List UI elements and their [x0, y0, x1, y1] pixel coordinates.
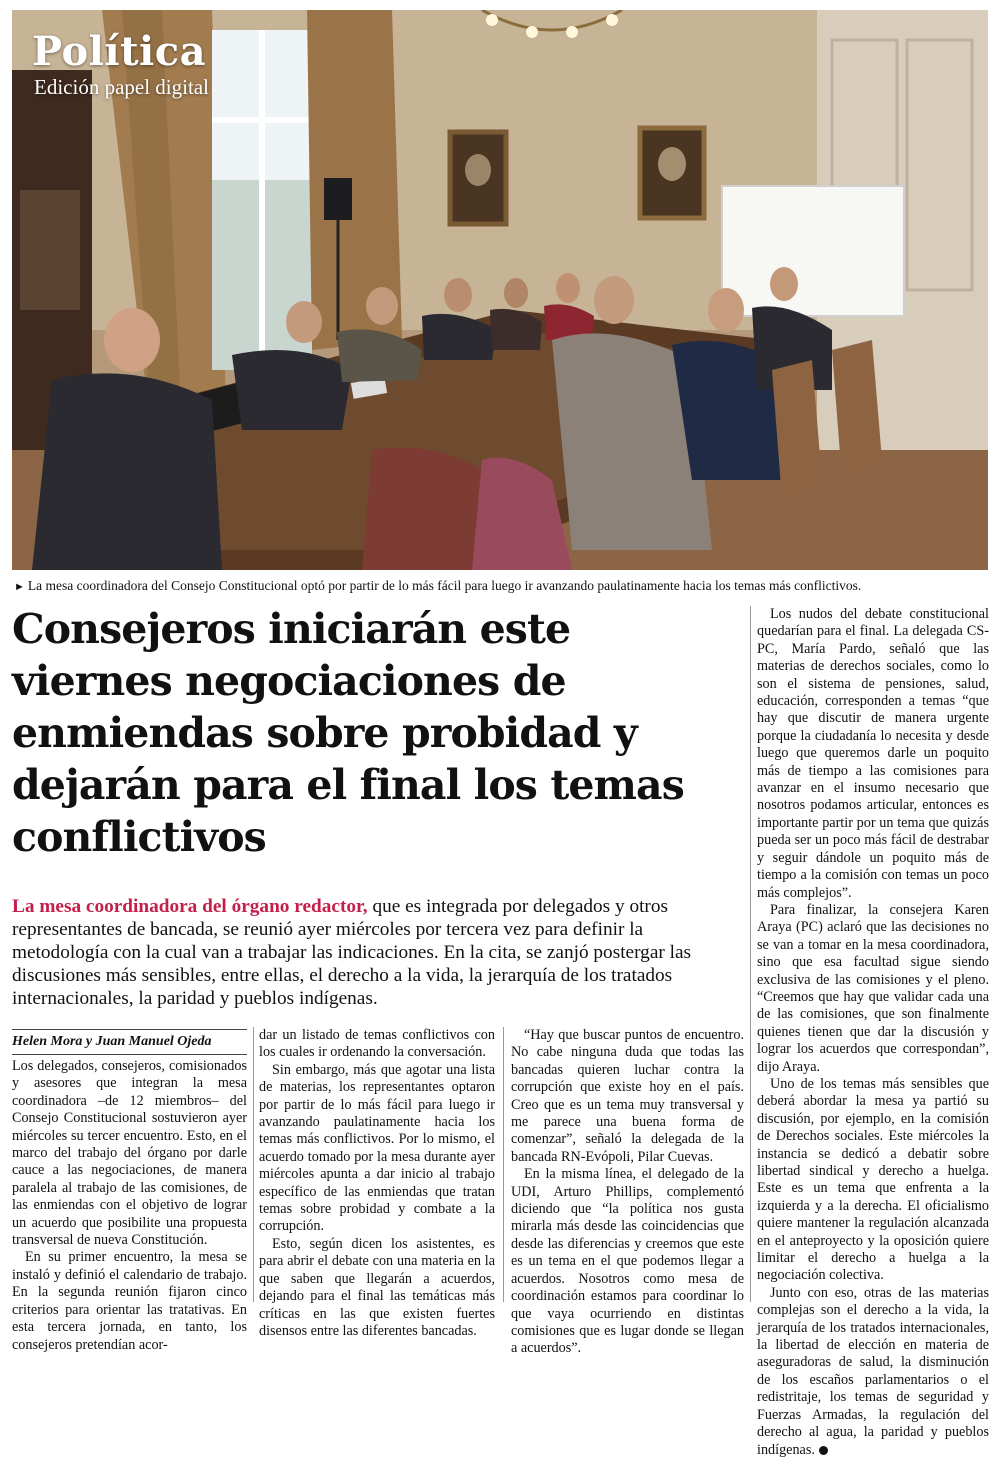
paragraph: En su primer encuentro, la mesa se instaló y definió el calendario de trabajo. En la segunda reunión fijaron cinco criterios para orientar las tratativas. En esta tercera jornada, en tanto, los consejeros pretendían acor- — [12, 1249, 247, 1353]
section-label — [32, 30, 209, 100]
section-subtitle: Edición papel digital — [34, 75, 209, 99]
paragraph: “Hay que buscar puntos de encuentro. No cabe ninguna duda que todas las bancadas quieren luchar contra la corrupción que existe hoy en el país. Creo que es un tema muy transversal y me parece una buena forma de comenzar”, señaló la delegada de la bancada RN-Evópoli, Pilar Cuevas. — [511, 1027, 744, 1165]
paragraph: Sin embargo, más que agotar una lista de materias, los representantes optaron por partir de lo más fácil para luego ir avanzando paulatinamente hacia los temas más conflictivos. Por lo mismo, el acuerdo tomado por la mesa durante ayer miércoles apunta a dar inicio al trabajo específico de las enmiendas que tratan temas sobre probidad y combate a la corrupción. — [259, 1061, 495, 1235]
column-divider — [750, 606, 751, 1302]
column-divider — [503, 1027, 504, 1302]
paragraph — [757, 1285, 989, 1459]
body-column-3 — [511, 1027, 744, 1358]
paragraph: Los nudos del debate constitucional quedarían para el final. La delegada CS-PC, María Pardo, señaló que las materias de derechos sociales, como lo son el sistema de pensiones, salud, educación, corresponden a temas “que hay que discutir de manera urgente porque la ciudadanía lo necesita y desde luego que queremos darle un poquito más de tiempo a las comisiones para avanzar en el insumo necesario que nosotros podamos articular, entonces es importante partir por un tema que quizás pueda ser un poco más fácil de destrabar y seguir dándole un poquito más de tiempo a la comisión con temas un poco más complejos”. — [757, 606, 989, 901]
paragraph-text: Junto con eso, otras de las materias complejas son el derecho a la vida, la jerarquía de los tratados internacionales, la libertad de elección en materia de aseguradoras de salud, la disminución de los escaños parlamentarios o el redistritaje, los temas de seguridad y Fuerzas Armadas, la regulación del derecho al agua, la paridad y pueblos indígenas. — [757, 1284, 989, 1458]
article-headline: Consejeros iniciarán este viernes negociaciones de enmiendas sobre probidad y dejarán para el final los temas conflictivos — [12, 605, 684, 861]
paragraph: Para finalizar, la consejera Karen Araya (PC) aclaró que las decisiones no se van a tomar en la mesa coordinadora, sino que esa facultad sigue siendo exclusiva de las comisiones y el pleno. “Creemos que hay que validar cada una de las comisiones, que son finalmente quienes tienen que dar la discusión y lograr los acuerdos que correspondan”, dijo Araya. — [757, 901, 989, 1075]
photo-caption — [14, 577, 984, 596]
paragraph: dar un listado de temas conflictivos con los cuales ir ordenando la conversación. — [259, 1027, 495, 1061]
body-column-2 — [259, 1027, 495, 1340]
byline-rule — [12, 1054, 247, 1055]
section-title: Política — [32, 28, 207, 75]
caption-marker-icon: ► — [14, 581, 25, 593]
body-column-1 — [12, 1058, 247, 1354]
article-photo — [12, 10, 988, 570]
byline: Helen Mora y Juan Manuel Ojeda — [12, 1029, 247, 1051]
paragraph: En la misma línea, el delegado de la UDI, Arturo Phillips, complementó diciendo que “la política nos gusta mirarla más desde las coincidencias que desde las diferencias y creemos que este es un tema en el que podemos llegar a acuerdos. Nosotros como mesa de coordinación estamos para coordinar lo que vaya ocurriendo en distintas comisiones que es lugar donde se llegan a acuerdos”. — [511, 1166, 744, 1357]
paragraph: Esto, según dicen los asistentes, es para abrir el debate con una materia en la que saben que llegarán a acuerdos, dejando para el final las temáticas más críticas en las que existen fuertes disensos entre las diferentes bancadas. — [259, 1235, 495, 1339]
paragraph: Los delegados, consejeros, comisionados y asesores que integran la mesa coordinadora –de 12 miembros– del Consejo Constitucional sostuvieron ayer miércoles su tercer encuentro. Esto, en el marco del trabajo del órgano por darle cauce a las negociaciones, de manera paralela al trabajo de las comisiones, de las enmiendas con el objetivo de lograr un acuerdo que posibilite una propuesta transversal de nueva Constitución. — [12, 1058, 247, 1249]
body-column-4 — [757, 606, 989, 1459]
article-lead — [12, 895, 732, 1010]
column-divider — [253, 1027, 254, 1302]
lead-text: que es integrada por delegados y otros representantes de bancada, se reunió ayer miércoles por tercera vez para definir la metodología con la cual van a trabajar las indicaciones. En la cita, se zanjó postergar las discusiones más sensibles, entre ellas, el derecho a la vida, la jerarquía de los tratados internacionales, la paridad y pueblos indígenas. — [12, 896, 692, 1009]
end-of-article-icon — [819, 1446, 828, 1455]
paragraph: Uno de los temas más sensibles que deberá abordar la mesa ya partió su discusión, por ejemplo, en la comisión de Derechos sociales. Este miércoles la instancia se dedicó a debatir sobre libertad sindical y derecho a huelga. Este es un tema que enfrenta a la izquierda y a la derecha. El oficialismo quiere mantener la regulación alcanzada en el anteproyecto y la oposición quiere limitar el derecho a huelga a la negociación colectiva. — [757, 1075, 989, 1284]
caption-text: La mesa coordinadora del Consejo Constitucional optó por partir de lo más fácil para luego ir avanzando paulatinamente hacia los temas más conflictivos. — [27, 578, 862, 593]
lead-kicker: La mesa coordinadora del órgano redactor, — [12, 896, 368, 917]
